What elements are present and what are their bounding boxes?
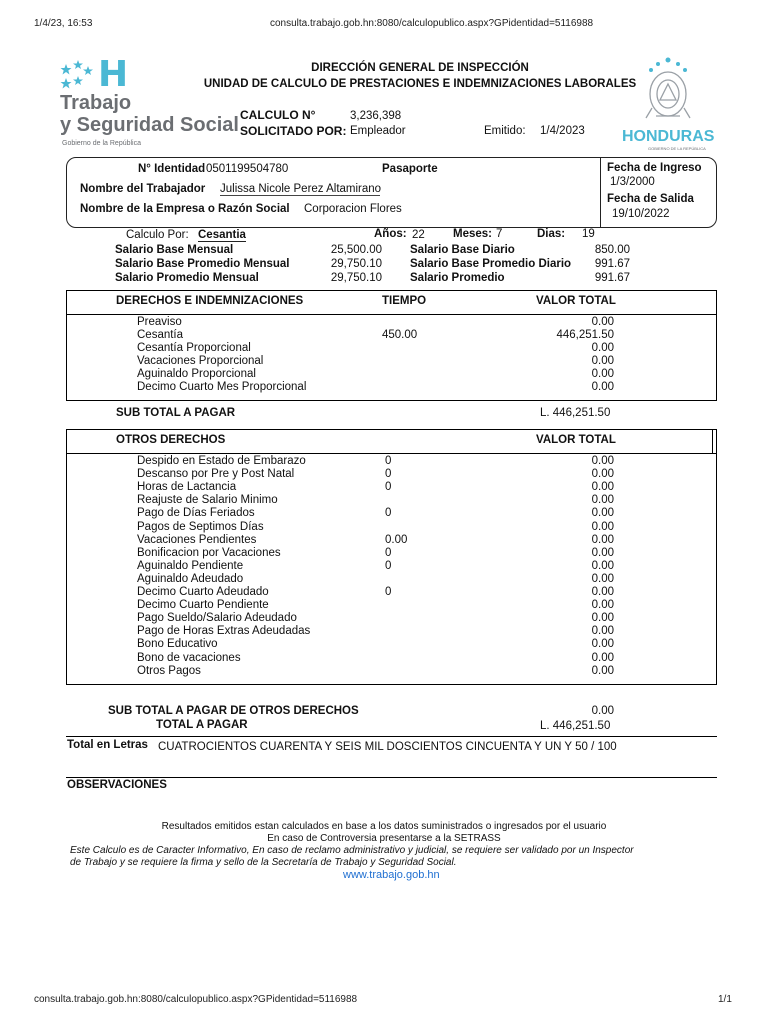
other-row-label: Pago de Horas Extras Adeudadas [137,625,311,638]
entry-date-label: Fecha de Ingreso [607,162,702,174]
other-row-value: 0.00 [591,599,614,612]
salary-left-label: Salario Promedio Mensual [115,272,259,284]
rights-col-value: VALOR TOTAL [536,295,616,307]
salary-right-label: Salario Base Promedio Diario [410,258,572,270]
other-row-time: 0.00 [385,533,408,546]
salary-left-value: 29,750.10 [330,272,382,284]
other-row-value: 0.00 [591,586,614,598]
calc-number-value: 3,236,398 [350,110,402,122]
other-row-value: 0.00 [591,546,614,559]
worker-info-divider [600,157,601,228]
footer-line2: En caso de Controversia presentarse a la SETRASS [267,833,501,844]
trabajo-website-link[interactable]: www.trabajo.gob.hn [343,869,440,881]
logo-h-letter: H [98,54,129,95]
honduras-tagline: GOBIERNO DE LA REPÚBLICA [648,146,706,151]
logo-line1: Trabajo [60,92,132,114]
logo-line2: y Seguridad Social [60,114,239,136]
rights-row-label: Cesantía [137,329,184,341]
other-row-value: 0.00 [591,481,614,494]
salary-right-label: Salario Promedio [410,272,505,284]
other-rights-col-concept: OTROS DERECHOS [116,434,226,446]
other-subtotal-value: 0.00 [591,705,614,717]
footer-line4: de Trabajo y se requiere la firma y sello de la Secretaría de Trabajo y Seguridad Social. [70,857,457,868]
print-page-number: 1/1 [718,994,732,1005]
other-row-value: 0.00 [591,494,614,507]
other-row-value: 0.00 [591,507,614,520]
other-row-label: Bono Educativo [137,638,218,651]
requested-by-label: SOLICITADO POR: [240,124,347,138]
other-row-label: Despido en Estado de Embarazo [137,455,306,467]
other-row-time: 0 [385,481,392,494]
other-row-value: 0.00 [591,468,614,481]
other-rights-col-value: VALOR TOTAL [536,434,616,446]
salary-left-label: Salario Base Mensual [115,244,234,256]
other-row-value: 0.00 [591,455,614,467]
total-label: TOTAL A PAGAR [156,719,248,731]
rights-row-label: Aguinaldo Proporcional [137,368,256,380]
exit-date-value: 19/10/2022 [612,208,670,220]
requested-by-value: Empleador [350,125,406,137]
rights-col-time: TIEMPO [382,295,427,307]
rights-row-time: 450.00 [382,329,418,341]
other-row-label: Otros Pagos [137,664,201,677]
id-value: 0501199504780 [206,163,289,175]
issued-value: 1/4/2023 [540,125,585,137]
company-value: Corporacion Flores [304,203,402,215]
other-rights-header-edge [712,429,716,453]
print-date-time: 1/4/23, 16:53 [34,18,93,29]
rights-subtotal-value: L. 446,251.50 [540,407,611,419]
logo-line3: Gobierno de la República [62,140,141,147]
salary-left-value: 29,750.10 [330,258,382,270]
rights-row-label: Cesantía Proporcional [137,342,251,354]
other-subtotal-label: SUB TOTAL A PAGAR DE OTROS DERECHOS [108,705,359,717]
rights-col-concept: DERECHOS E INDEMNIZACIONES [116,295,304,307]
passport-label: Pasaporte [382,163,438,175]
other-row-label: Decimo Cuarto Adeudado [137,586,269,598]
title-unidad: UNIDAD DE CALCULO DE PRESTACIONES E INDEMNIZACIONES LABORALES [203,78,637,90]
total-value: L. 446,251.50 [540,720,611,732]
issued-label: Emitido: [484,125,526,137]
salary-left-label: Salario Base Promedio Mensual [115,258,290,270]
other-row-value: 0.00 [591,520,614,533]
other-row-value: 0.00 [591,638,614,651]
honduras-text: HONDURAS [622,128,715,145]
other-row-time: 0 [385,559,392,572]
calc-by-label: Calculo Por: [126,229,189,241]
other-row-label: Horas de Lactancia [137,481,237,494]
total-divider [66,736,717,737]
footer-line3: Este Calculo es de Caracter Informativo, En caso de reclamo administrativo y judicial, se requiere ser validado por un Inspector [70,845,634,856]
title-direccion: DIRECCIÓN GENERAL DE INSPECCIÓN [311,62,529,74]
rights-row-value: 0.00 [591,381,614,393]
rights-row-label: Preaviso [137,316,182,328]
rights-header-divider [66,314,717,315]
rights-row-value: 0.00 [591,368,614,380]
calc-by-value: Cesantia [198,229,246,241]
other-row-time: 0 [385,468,392,481]
other-row-value: 0.00 [591,572,614,585]
print-url-footer: consulta.trabajo.gob.hn:8080/calculopublico.aspx?GPidentidad=5116988 [34,994,358,1005]
salary-right-value: 991.67 [594,272,630,284]
other-row-label: Bono de vacaciones [137,651,241,664]
months-label: Meses: [453,228,492,240]
id-label: N° Identidad [138,163,206,175]
other-row-label: Decimo Cuarto Pendiente [137,599,269,612]
rights-row-value: 0.00 [591,316,614,328]
other-row-label: Vacaciones Pendientes [137,533,257,546]
calc-number-label: CALCULO N° [240,108,316,122]
rights-row-value: 446,251.50 [556,329,614,341]
other-row-label: Reajuste de Salario Minimo [137,494,278,507]
days-value: 19 [582,228,595,240]
rights-subtotal-label: SUB TOTAL A PAGAR [116,407,236,419]
other-row-value: 0.00 [591,533,614,546]
other-row-label: Descanso por Pre y Post Natal [137,468,295,481]
other-rights-header-divider [66,453,717,454]
other-row-value: 0.00 [591,651,614,664]
worker-name-value: Julissa Nicole Perez Altamirano [220,183,382,195]
other-row-value: 0.00 [591,612,614,625]
rights-row-label: Vacaciones Proporcional [137,355,264,367]
footer-line1: Resultados emitidos estan calculados en base a los datos suministrados o ingresados por el usuario [161,821,607,832]
company-label: Nombre de la Empresa o Razón Social [80,203,290,215]
other-row-label: Bonificacion por Vacaciones [137,546,281,559]
other-row-label: Aguinaldo Pendiente [137,559,244,572]
exit-date-label: Fecha de Salida [607,193,694,205]
entry-date-value: 1/3/2000 [610,176,655,188]
other-row-label: Pago de Días Feriados [137,507,255,520]
other-row-time: 0 [385,455,392,467]
other-row-time: 0 [385,546,392,559]
worker-name-label: Nombre del Trabajador [80,183,206,195]
other-row-label: Pago Sueldo/Salario Adeudado [137,612,297,625]
other-row-value: 0.00 [591,559,614,572]
rights-row-label: Decimo Cuarto Mes Proporcional [137,381,307,393]
other-row-value: 0.00 [591,625,614,638]
rights-row-value: 0.00 [591,355,614,367]
observations-title: OBSERVACIONES [67,779,167,791]
print-url-header: consulta.trabajo.gob.hn:8080/calculopublico.aspx?GPidentidad=5116988 [270,18,594,29]
salary-left-value: 25,500.00 [330,244,382,256]
total-letters-value: CUATROCIENTOS CUARENTA Y SEIS MIL DOSCIENTOS CINCUENTA Y UN Y 50 / 100 [158,741,617,753]
salary-right-label: Salario Base Diario [410,244,515,256]
other-row-label: Aguinaldo Adeudado [137,572,244,585]
years-value: 22 [412,229,425,241]
other-row-label: Pagos de Septimos Días [137,520,264,533]
other-row-value: 0.00 [591,664,614,677]
other-row-time: 0 [385,586,392,598]
other-row-time: 0 [385,507,392,520]
rights-row-value: 0.00 [591,342,614,354]
total-letters-label: Total en Letras [67,739,148,751]
salary-right-value: 991.67 [594,258,630,270]
observations-divider [66,777,717,778]
months-value: 7 [496,228,503,240]
years-label: Años: [374,228,407,240]
salary-right-value: 850.00 [594,244,630,256]
days-label: Dias: [537,228,566,240]
